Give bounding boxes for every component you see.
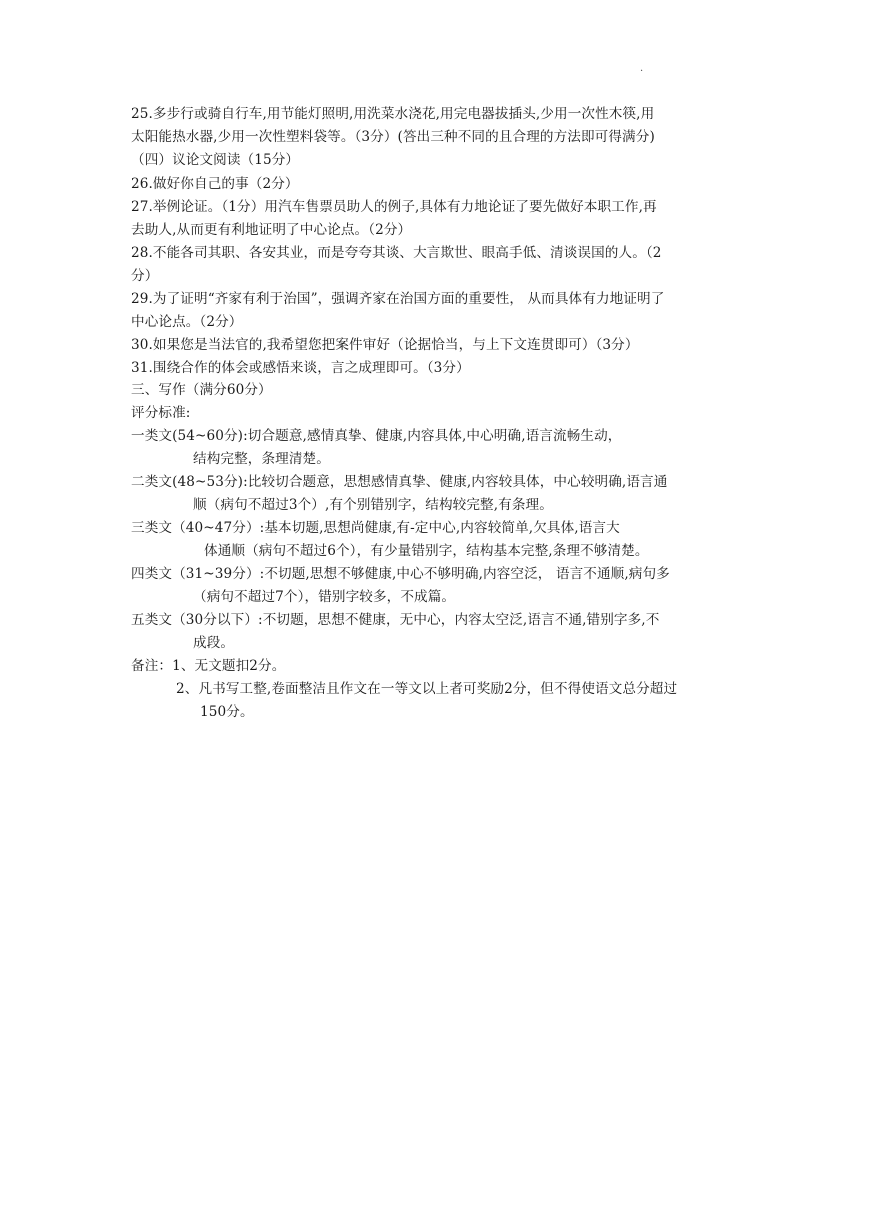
answer-28-line-2: 分）: [131, 268, 159, 284]
note-1: 备注：1、无文题扣2分。: [131, 658, 286, 674]
answer-29-line-2: 中心论点。（2分）: [131, 314, 243, 330]
note-2-line-2: 150分。: [200, 704, 254, 720]
header-mark: ·: [640, 66, 644, 77]
answer-29-line-1: 29.为了证明“齐家有利于治国”，强调齐家在治国方面的重要性， 从而具体有力地证明了: [131, 291, 665, 307]
grade-5-line-1: 五类文（30分以下）:不切题，思想不健康，无中心，内容太空泛,语言不通,错别字多,不: [131, 612, 660, 628]
answer-27-line-2: 去助人,从而更有利地证明了中心论点。（2分）: [131, 222, 412, 238]
grade-5-line-2: 成段。: [193, 635, 235, 651]
grade-2-line-1: 二类文(48~53分):比较切合题意，思想感情真挚、健康,内容较具体，中心较明确,语言通: [131, 474, 668, 490]
grade-3-line-1: 三类文（40~47分）:基本切题,思想尚健康,有-定中心,内容较简单,欠具体,语言大: [131, 520, 620, 536]
answer-27-line-1: 27.举例论证。（1分）用汽车售票员助人的例子,具体有力地论证了要先做好本职工作,再: [131, 199, 657, 215]
note-2-line-1: 2、凡书写工整,卷面整洁且作文在一等文以上者可奖励2分，但不得使语文总分超过: [176, 681, 678, 697]
section-heading-writing: 三、写作（满分60分）: [131, 382, 272, 398]
answer-26: 26.做好你自己的事（2分）: [131, 176, 299, 192]
grade-2-line-2: 顺（病句不超过3个）,有个别错别字，结构较完整,有条理。: [193, 497, 553, 513]
grade-3-line-2: 体通顺（病句不超过6个），有少量错别字，结构基本完整,条理不够清楚。: [204, 543, 649, 559]
answer-25-line-2: 太阳能热水器,少用一次性塑料袋等。（3分）(答出三种不同的且合理的方法即可得满分): [131, 129, 655, 145]
grade-4-line-2: （病句不超过7个），错别字较多，不成篇。: [193, 589, 456, 605]
grade-1-line-2: 结构完整，条理清楚。: [193, 451, 330, 467]
grade-4-line-1: 四类文（31~39分）:不切题,思想不够健康,中心不够明确,内容空泛， 语言不通顺,病句多: [131, 566, 670, 582]
answer-30: 30.如果您是当法官的,我希望您把案件审好（论据恰当，与上下文连贯即可）（3分）: [131, 337, 639, 353]
answer-31: 31.围绕合作的体会或感悟来谈，言之成理即可。（3分）: [131, 360, 470, 376]
answer-25-line-1: 25.多步行或骑自行车,用节能灯照明,用洗菜水浇花,用完电器拔插头,少用一次性木筷,用: [131, 106, 655, 122]
grade-1-line-1: 一类文(54~60分):切合题意,感情真挚、健康,内容具体,中心明确,语言流畅生动，: [131, 428, 622, 444]
grading-criteria-label: 评分标准:: [131, 405, 191, 421]
answer-28-line-1: 28.不能各司其职、各安其业，而是夸夸其谈、大言欺世、眼高手低、清谈误国的人。（2: [131, 245, 662, 261]
section-heading-argumentative-reading: （四）议论文阅读（15分）: [131, 152, 300, 168]
